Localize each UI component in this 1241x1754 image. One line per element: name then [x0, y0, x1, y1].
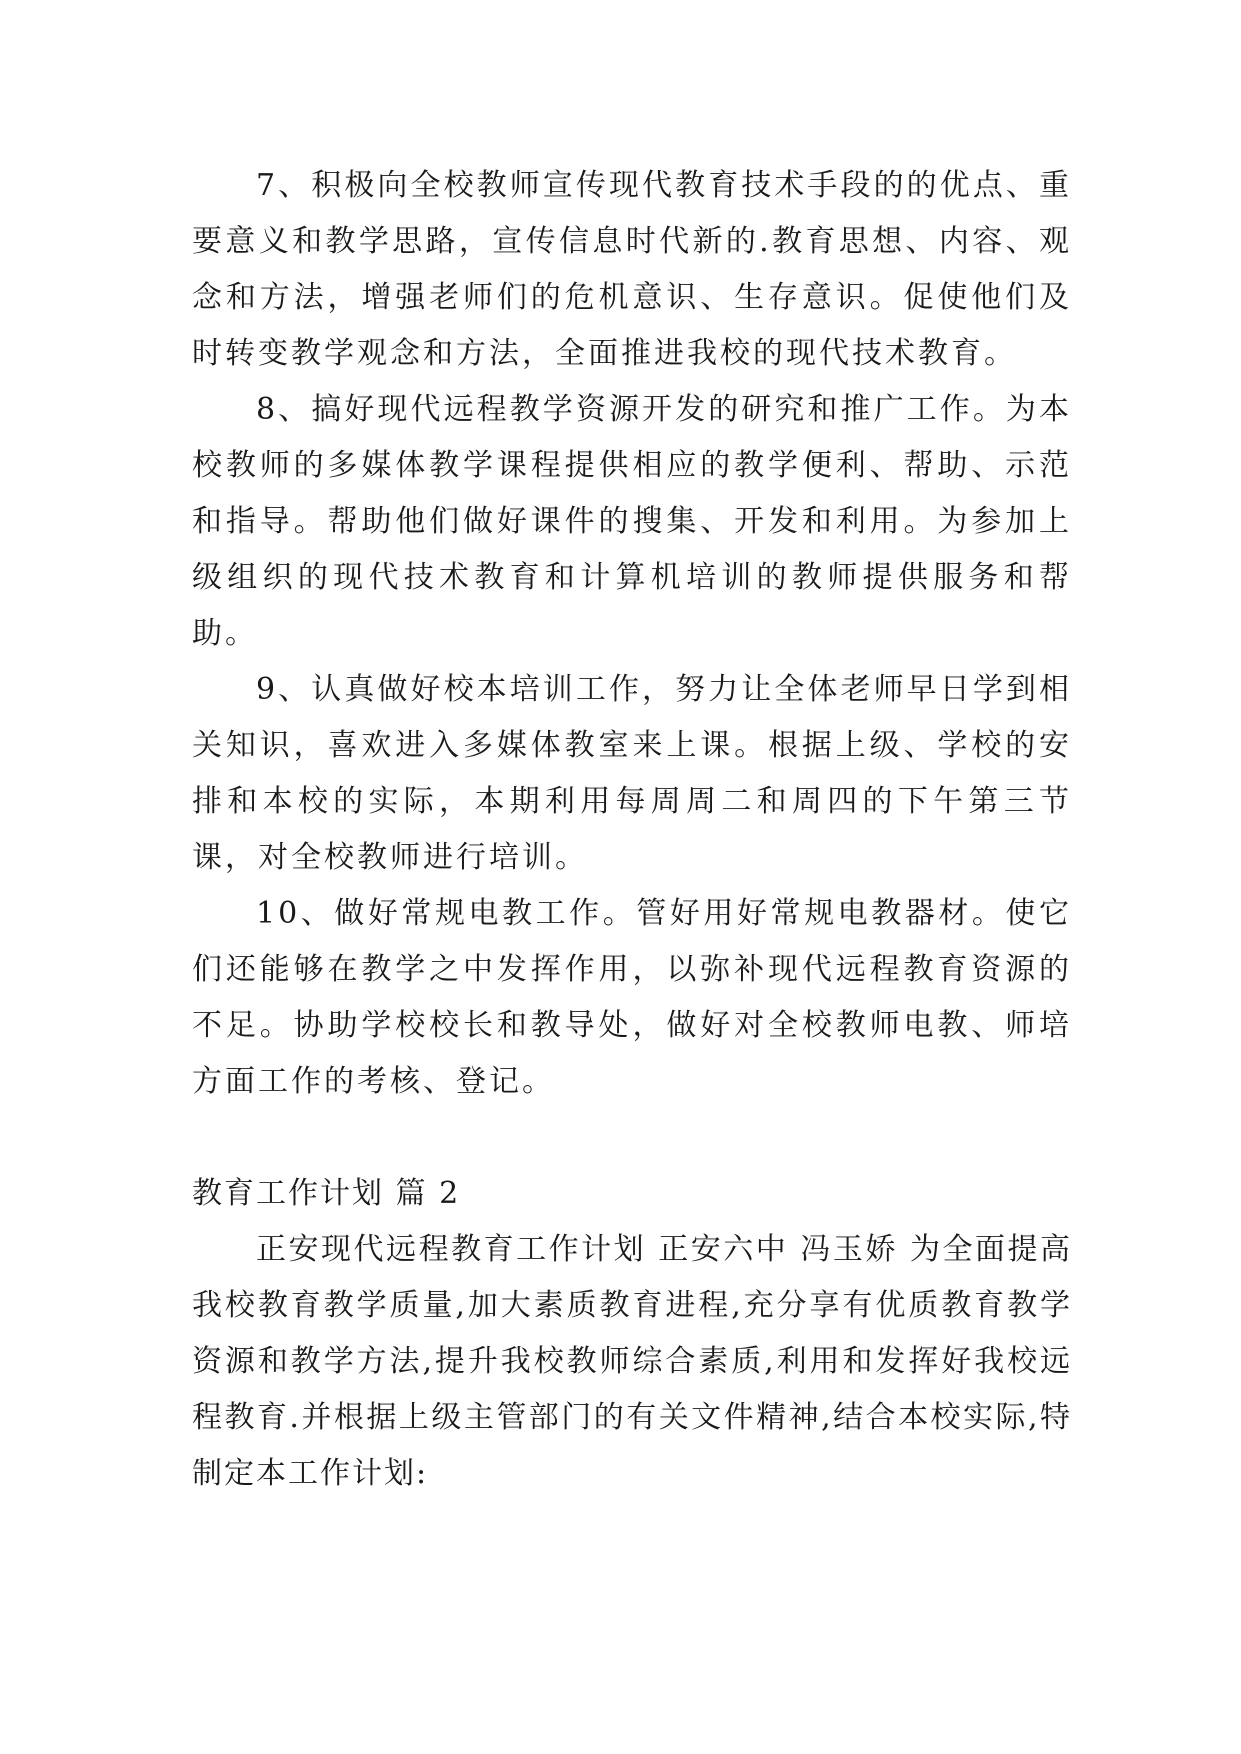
paragraph-item-7: 7、积极向全校教师宣传现代教育技术手段的的优点、重要意义和教学思路，宣传信息时代新的.教育思想、内容、观念和方法，增强老师们的危机意识、生存意识。促使他们及时转变教学观念和方法，全面推进我校的现代技术教育。: [192, 168, 1072, 371]
section-heading: 教育工作计划 篇 2: [192, 1176, 461, 1211]
section-body-paragraph: 正安现代远程教育工作计划 正安六中 冯玉娇 为全面提高我校教育教学质量,加大素质教育进程,充分享有优质教育教学资源和教学方法,提升我校教师综合素质,利用和发挥好我校远程教育.并根据上级主管部门的有关文件精神,结合本校实际,特制定本工作计划:: [192, 1232, 1072, 1491]
paragraph-item-8: 8、搞好现代远程教学资源开发的研究和推广工作。为本校教师的多媒体教学课程提供相应的教学便利、帮助、示范和指导。帮助他们做好课件的搜集、开发和利用。为参加上级组织的现代技术教育和计算机培训的教师提供服务和帮助。: [192, 392, 1072, 651]
paragraph-item-9: 9、认真做好校本培训工作，努力让全体老师早日学到相关知识，喜欢进入多媒体教室来上课。根据上级、学校的安排和本校的实际，本期利用每周周二和周四的下午第三节课，对全校教师进行培训。: [192, 672, 1072, 875]
document-body: [192, 158, 1072, 1502]
paragraph-item-10: 10、做好常规电教工作。管好用好常规电教器材。使它们还能够在教学之中发挥作用，以弥补现代远程教育资源的不足。协助学校校长和教导处，做好对全校教师电教、师培方面工作的考核、登记。: [192, 896, 1072, 1099]
